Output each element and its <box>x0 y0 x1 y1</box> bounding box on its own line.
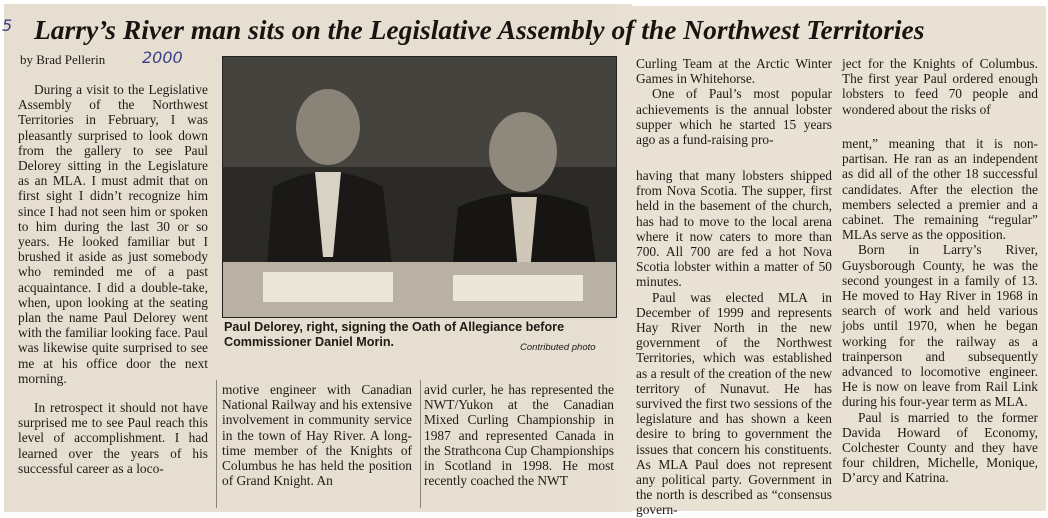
column-rule <box>420 380 421 508</box>
column-2: motive engineer with Canadian National Railway and his extensive involvement in community service in the town of Hay River. A long-time member of the Knights of Columbus he has held the position of Grand Knight. An <box>222 382 412 489</box>
headline: Larry’s River man sits on the Legislative Assembly of the Northwest Territories <box>34 14 925 45</box>
margin-mark: 5 <box>2 16 13 35</box>
column-3: avid curler, he has represented the NWT/Yukon at the Canadian Mixed Curling Championship in 1987 and represented Canada in the Strathcona Cup Championships in Scotland in 1998. He most recently coached the NWT <box>424 382 614 489</box>
column-4 <box>636 168 832 518</box>
column-rule <box>216 380 217 508</box>
news-photo <box>222 56 617 318</box>
paragraph: Born in Larry’s River, Guysborough County, he was the second youngest in a family of 13. He moved to Hay River in 1968 in search of work and held various jobs until 1970, when he began working for the railway as a trainperson and subsequently advanced to locomotive engineer. He is now on leave from Rail Link during his four-year term as MLA. <box>842 242 1038 410</box>
photo-scene <box>223 57 616 317</box>
paragraph: During a visit to the Legislative Assembly of the Northwest Territories in February, I was pleasantly surprised to look down from the gallery to see Paul Delorey sitting in the Legislature as an MLA. I must admit that on first sight I didn’t recognize him since I had not seen him or spoken to him during the last 30 or so years. He looked familiar but I brushed it aside as just somebody who reminded me of a past acquaintance. I did a double-take, when, upon looking at the seating plan the name Paul Delorey went with the familiar looking face. Paul was likewise quite surprised to see me at his office door the next morning. <box>18 82 208 386</box>
paragraph: In retrospect it should not have surprised me to see Paul reach this level of accomplishment. I had learned over the years of his successful career as a loco- <box>18 400 208 476</box>
paragraph: One of Paul’s most popular achievements is the annual lobster supper which he started 15 years ago as a fund-raising pro- <box>636 86 832 148</box>
byline: by Brad Pellerin <box>20 52 106 67</box>
photo-credit: Contributed photo <box>520 342 596 353</box>
column-4-top <box>636 56 832 147</box>
paragraph: ment,” meaning that it is non-partisan. He ran as an independent as did all of the other 18 successful candidates. After the election the members selected a premier and a cabinet. The remaining “regular” MLAs serve as the opposition. <box>842 136 1038 243</box>
photo-caption: Paul Delorey, right, signing the Oath of Allegiance before Commissioner Daniel Morin. <box>224 320 565 349</box>
column-5 <box>842 136 1038 486</box>
paragraph: Paul is married to the former Davida Howard of Economy, Colchester County and they have four children, Michelle, Monique, D’arcy and Katrina. <box>842 409 1038 486</box>
column-5-top: ject for the Knights of Columbus. The first year Paul ordered enough lobsters to feed 70 people and wondered about the risks of <box>842 56 1038 117</box>
paragraph: Paul was elected MLA in December of 1999 and represents Hay River North in the new government of the Northwest Territories, which was established as a result of the creation of the new territory of Nunavut. He has survived the first two sessions of the legislature and has shown a keen desire to bring to government the issues that concern his constituents. As MLA Paul does not represent any political party. Government in the north is described as “consensus govern- <box>636 289 832 518</box>
paragraph: having that many lobsters shipped from Nova Scotia. The supper, first held in the basement of the church, has had to move to the local arena where it now caters to more than 700. All 700 are fed a hot Nova Scotia lobster within a matter of 50 minutes. <box>636 168 832 290</box>
paragraph: Curling Team at the Arctic Winter Games in Whitehorse. <box>636 56 832 87</box>
column-1 <box>18 82 208 476</box>
year-note: 2000 <box>142 48 183 67</box>
